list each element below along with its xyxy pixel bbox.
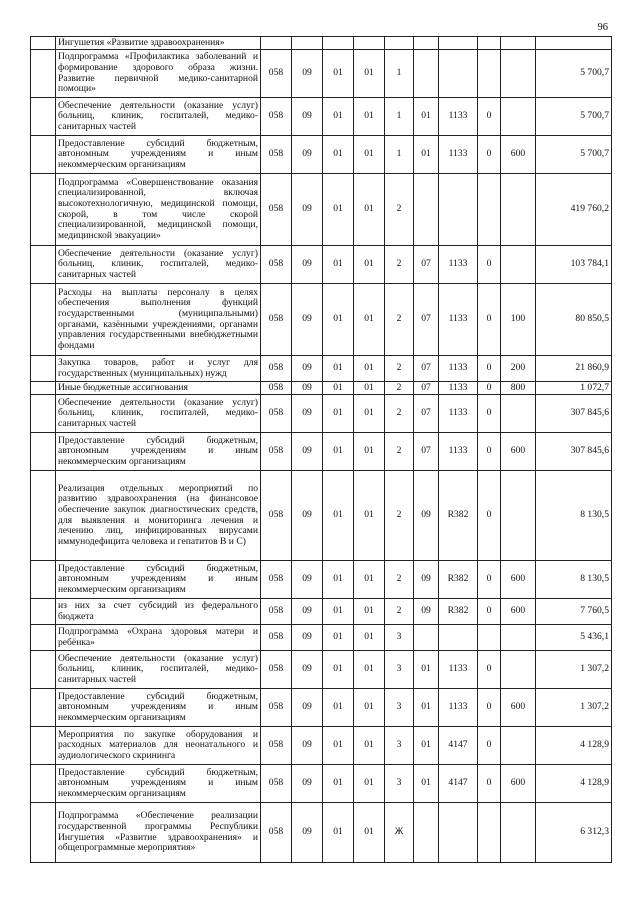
subsection-code: 01 [323,471,354,561]
program-code: 01 [354,471,385,561]
ministry-code: 058 [261,382,292,395]
program-code: 01 [354,599,385,625]
direction-code [439,37,478,50]
flag-code: 0 [478,98,501,136]
direction-code [439,625,478,651]
row-number-cell [31,37,56,50]
expense-type-code: 800 [501,382,536,395]
ministry-code: 058 [261,136,292,174]
event-code: 07 [414,356,439,382]
subprogram-code: 3 [385,727,414,765]
subsection-code: 01 [323,803,354,863]
ministry-code: 058 [261,651,292,689]
program-code: 01 [354,689,385,727]
direction-code: R382 [439,599,478,625]
subprogram-code: 2 [385,599,414,625]
amount-value: 1 307,2 [536,689,612,727]
flag-code: 0 [478,651,501,689]
amount-value: 103 784,1 [536,246,612,284]
program-code: 01 [354,433,385,471]
row-number-cell [31,50,56,98]
row-number-cell [31,625,56,651]
table-row [31,382,612,395]
event-code: 01 [414,98,439,136]
event-code: 09 [414,561,439,599]
program-code: 01 [354,395,385,433]
flag-code: 0 [478,599,501,625]
section-code: 09 [292,689,323,727]
section-code: 09 [292,727,323,765]
flag-code: 0 [478,727,501,765]
expense-type-code: 200 [501,356,536,382]
subprogram-code: 2 [385,382,414,395]
item-name: Подпрограмма «Совершенствование оказания специализированной, включая высокотехнологичную, медицинской помощи, скорой, в том числе скорой специализированной, медицинской помощи, медицинской эвакуации» [56,174,261,246]
row-number-cell [31,284,56,356]
flag-code: 0 [478,356,501,382]
event-code: 09 [414,599,439,625]
subprogram-code: 1 [385,50,414,98]
row-number-cell [31,174,56,246]
item-name: Обеспечение деятельности (оказание услуг) больниц, клиник, госпиталей, медико-санитарных частей [56,651,261,689]
table-body [31,37,612,863]
event-code: 07 [414,284,439,356]
flag-code [478,37,501,50]
page-number: 96 [597,22,608,33]
subprogram-code: 2 [385,395,414,433]
section-code: 09 [292,382,323,395]
flag-code: 0 [478,471,501,561]
flag-code: 0 [478,136,501,174]
subsection-code: 01 [323,625,354,651]
event-code: 07 [414,382,439,395]
ministry-code: 058 [261,174,292,246]
subsection-code: 01 [323,727,354,765]
direction-code: R382 [439,471,478,561]
subprogram-code: 2 [385,561,414,599]
program-code: 01 [354,625,385,651]
row-number-cell [31,689,56,727]
amount-value: 8 130,5 [536,561,612,599]
event-code [414,174,439,246]
ministry-code: 058 [261,395,292,433]
direction-code [439,803,478,863]
expense-type-code [501,50,536,98]
amount-value: 1 307,2 [536,651,612,689]
subsection-code: 01 [323,689,354,727]
item-name: Предоставление субсидий бюджетным, автономным учреждениям и иным некоммерческим организациям [56,689,261,727]
subprogram-code: 2 [385,284,414,356]
row-number-cell [31,98,56,136]
program-code: 01 [354,246,385,284]
table-row [31,433,612,471]
table-row [31,561,612,599]
section-code: 09 [292,395,323,433]
ministry-code: 058 [261,727,292,765]
event-code: 07 [414,395,439,433]
expense-type-code: 100 [501,284,536,356]
expense-type-code [501,727,536,765]
expense-type-code [501,625,536,651]
amount-value: 4 128,9 [536,765,612,803]
subprogram-code: 2 [385,246,414,284]
subsection-code: 01 [323,246,354,284]
ministry-code: 058 [261,599,292,625]
direction-code [439,50,478,98]
event-code: 07 [414,433,439,471]
direction-code: 1133 [439,98,478,136]
amount-value: 80 850,5 [536,284,612,356]
expense-type-code: 600 [501,689,536,727]
subprogram-code: 1 [385,136,414,174]
event-code: 09 [414,471,439,561]
direction-code: 1133 [439,356,478,382]
flag-code [478,625,501,651]
section-code: 09 [292,136,323,174]
subprogram-code: 3 [385,765,414,803]
subsection-code: 01 [323,651,354,689]
expense-type-code: 600 [501,765,536,803]
section-code: 09 [292,174,323,246]
amount-value: 6 312,3 [536,803,612,863]
expense-type-code [501,395,536,433]
section-code: 09 [292,599,323,625]
section-code: 09 [292,803,323,863]
subsection-code: 01 [323,382,354,395]
row-number-cell [31,803,56,863]
program-code: 01 [354,803,385,863]
item-name: Иные бюджетные ассигнования [56,382,261,395]
item-name: Обеспечение деятельности (оказание услуг) больниц, клиник, госпиталей, медико-санитарных частей [56,98,261,136]
table-row [31,136,612,174]
table-row [31,599,612,625]
flag-code: 0 [478,382,501,395]
direction-code: 1133 [439,433,478,471]
row-number-cell [31,765,56,803]
table-row [31,50,612,98]
table-row [31,37,612,50]
subsection-code [323,37,354,50]
amount-value: 5 700,7 [536,136,612,174]
item-name: Предоставление субсидий бюджетным, автономным учреждениям и иным некоммерческим организациям [56,765,261,803]
table-row [31,803,612,863]
subsection-code: 01 [323,356,354,382]
section-code: 09 [292,50,323,98]
table-row [31,651,612,689]
amount-value [536,37,612,50]
item-name: Обеспечение деятельности (оказание услуг) больниц, клиник, госпиталей, медико-санитарных частей [56,395,261,433]
ministry-code: 058 [261,50,292,98]
table-row [31,174,612,246]
section-code: 09 [292,765,323,803]
program-code: 01 [354,651,385,689]
table-row [31,689,612,727]
program-code [354,37,385,50]
subsection-code: 01 [323,599,354,625]
item-name: Предоставление субсидий бюджетным, автономным учреждениям и иным некоммерческим организациям [56,561,261,599]
expense-type-code: 600 [501,561,536,599]
program-code: 01 [354,561,385,599]
program-code: 01 [354,50,385,98]
direction-code: 1133 [439,382,478,395]
event-code [414,803,439,863]
expense-type-code [501,471,536,561]
row-number-cell [31,356,56,382]
item-name: Расходы на выплаты персоналу в целях обеспечения выполнения функций государственными (муниципальными) органами, казёнными учреждениями, органами управления государственными внебюджетными фондами [56,284,261,356]
subsection-code: 01 [323,765,354,803]
ministry-code: 058 [261,246,292,284]
table-row [31,356,612,382]
subprogram-code: 2 [385,174,414,246]
amount-value: 307 845,6 [536,433,612,471]
event-code [414,37,439,50]
event-code: 01 [414,136,439,174]
expense-type-code [501,803,536,863]
row-number-cell [31,727,56,765]
flag-code: 0 [478,561,501,599]
section-code: 09 [292,433,323,471]
ministry-code: 058 [261,625,292,651]
flag-code: 0 [478,689,501,727]
row-number-cell [31,395,56,433]
subprogram-code: 2 [385,356,414,382]
direction-code [439,174,478,246]
subsection-code: 01 [323,136,354,174]
item-name: Ингушетия «Развитие здравоохранения» [56,37,261,50]
amount-value: 4 128,9 [536,727,612,765]
amount-value: 21 860,9 [536,356,612,382]
flag-code [478,174,501,246]
section-code: 09 [292,246,323,284]
section-code: 09 [292,625,323,651]
subprogram-code [385,37,414,50]
subsection-code: 01 [323,433,354,471]
program-code: 01 [354,284,385,356]
item-name: из них за счет субсидий из федерального бюджета [56,599,261,625]
expense-type-code: 600 [501,136,536,174]
event-code: 07 [414,246,439,284]
direction-code: 4147 [439,727,478,765]
row-number-cell [31,599,56,625]
expense-type-code: 600 [501,599,536,625]
section-code: 09 [292,471,323,561]
ministry-code: 058 [261,471,292,561]
row-number-cell [31,471,56,561]
flag-code [478,803,501,863]
expense-type-code: 600 [501,433,536,471]
ministry-code [261,37,292,50]
program-code: 01 [354,174,385,246]
row-number-cell [31,433,56,471]
ministry-code: 058 [261,356,292,382]
event-code: 01 [414,765,439,803]
subprogram-code: 2 [385,433,414,471]
direction-code: 4147 [439,765,478,803]
event-code [414,50,439,98]
table-row [31,284,612,356]
ministry-code: 058 [261,765,292,803]
ministry-code: 058 [261,284,292,356]
table-row [31,625,612,651]
item-name: Подпрограмма «Охрана здоровья матери и ребёнка» [56,625,261,651]
amount-value: 5 700,7 [536,98,612,136]
row-number-cell [31,561,56,599]
direction-code: 1133 [439,136,478,174]
direction-code: 1133 [439,246,478,284]
flag-code: 0 [478,433,501,471]
direction-code: 1133 [439,689,478,727]
subprogram-code: Ж [385,803,414,863]
subsection-code: 01 [323,98,354,136]
expense-type-code [501,651,536,689]
direction-code: 1133 [439,651,478,689]
item-name: Предоставление субсидий бюджетным, автономным учреждениям и иным некоммерческим организациям [56,433,261,471]
section-code: 09 [292,651,323,689]
expense-type-code [501,174,536,246]
subprogram-code: 3 [385,625,414,651]
expense-type-code [501,246,536,284]
ministry-code: 058 [261,803,292,863]
item-name: Обеспечение деятельности (оказание услуг) больниц, клиник, госпиталей, медико-санитарных частей [56,246,261,284]
amount-value: 7 760,5 [536,599,612,625]
flag-code: 0 [478,395,501,433]
subsection-code: 01 [323,50,354,98]
section-code: 09 [292,356,323,382]
section-code: 09 [292,284,323,356]
row-number-cell [31,382,56,395]
amount-value: 5 436,1 [536,625,612,651]
subprogram-code: 2 [385,471,414,561]
table-row [31,246,612,284]
subsection-code: 01 [323,561,354,599]
program-code: 01 [354,727,385,765]
subsection-code: 01 [323,284,354,356]
subprogram-code: 1 [385,98,414,136]
event-code: 01 [414,689,439,727]
event-code: 01 [414,727,439,765]
section-code [292,37,323,50]
program-code: 01 [354,356,385,382]
program-code: 01 [354,382,385,395]
table-row [31,765,612,803]
amount-value: 8 130,5 [536,471,612,561]
section-code: 09 [292,561,323,599]
item-name: Мероприятия по закупке оборудования и расходных материалов для неонатального и аудиологического скрининга [56,727,261,765]
direction-code: 1133 [439,395,478,433]
ministry-code: 058 [261,433,292,471]
table-row [31,98,612,136]
subprogram-code: 3 [385,651,414,689]
flag-code: 0 [478,765,501,803]
table-row [31,471,612,561]
flag-code [478,50,501,98]
ministry-code: 058 [261,98,292,136]
amount-value: 419 760,2 [536,174,612,246]
subsection-code: 01 [323,395,354,433]
direction-code: 1133 [439,284,478,356]
item-name: Подпрограмма «Профилактика заболеваний и формирование здорового образа жизни. Развитие первичной медико-санитарной помощи» [56,50,261,98]
expense-type-code [501,98,536,136]
item-name: Реализация отдельных мероприятий по развитию здравоохранения (на финансовое обеспечение закупок диагностических средств, для выявления и мониторинга лечения и лечению лиц, инфицированных вирусами иммунодефицита человека и гепатитов В и С) [56,471,261,561]
event-code: 01 [414,651,439,689]
section-code: 09 [292,98,323,136]
table-row [31,727,612,765]
row-number-cell [31,651,56,689]
table-row [31,395,612,433]
program-code: 01 [354,136,385,174]
subprogram-code: 3 [385,689,414,727]
row-number-cell [31,136,56,174]
direction-code: R382 [439,561,478,599]
budget-table [30,36,612,863]
item-name: Закупка товаров, работ и услуг для государственных (муниципальных) нужд [56,356,261,382]
expense-type-code [501,37,536,50]
item-name: Подпрограмма «Обеспечение реализации государственной программы Республики Ингушетия «Развитие здравоохранения» и общепрограммные мероприятия» [56,803,261,863]
amount-value: 1 072,7 [536,382,612,395]
row-number-cell [31,246,56,284]
flag-code: 0 [478,284,501,356]
program-code: 01 [354,765,385,803]
subsection-code: 01 [323,174,354,246]
amount-value: 5 700,7 [536,50,612,98]
item-name: Предоставление субсидий бюджетным, автономным учреждениям и иным некоммерческим организациям [56,136,261,174]
ministry-code: 058 [261,561,292,599]
flag-code: 0 [478,246,501,284]
program-code: 01 [354,98,385,136]
event-code [414,625,439,651]
amount-value: 307 845,6 [536,395,612,433]
ministry-code: 058 [261,689,292,727]
